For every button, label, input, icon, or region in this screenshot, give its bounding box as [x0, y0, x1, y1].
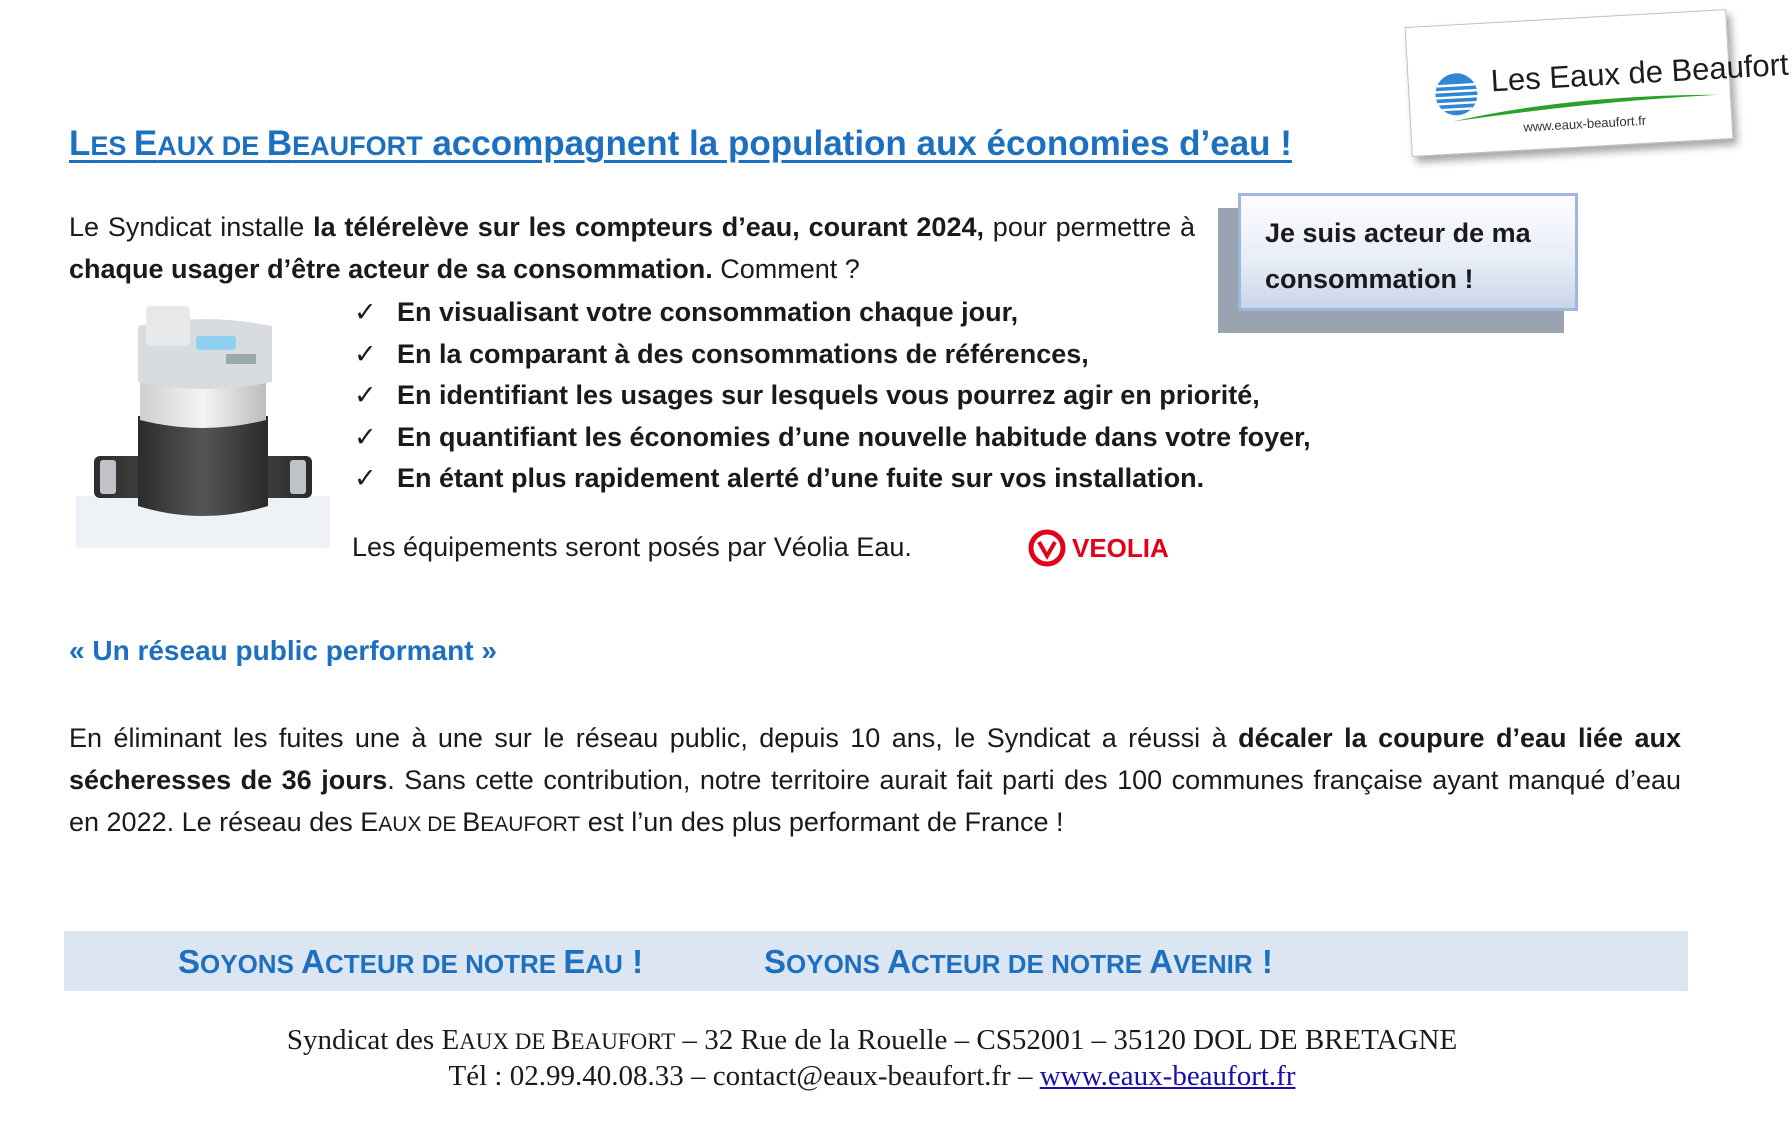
checkmark-icon: ✓ — [354, 338, 377, 369]
footer-address: Syndicat des EAUX DE BEAUFORT – 32 Rue de la Rouelle – CS52001 – 35120 DOL DE BRETAGNE — [286, 1024, 1458, 1056]
svg-text:VEOLIA: VEOLIA — [1072, 533, 1169, 563]
list-item: ✓ En quantifiant les économies d’une nouvelle habitude dans votre foyer, — [352, 417, 1311, 459]
installer-note: Les équipements seront posés par Véolia Eau. — [352, 532, 912, 562]
list-item: ✓ En identifiant les usages sur lesquels vous pourrez agir en priorité, — [352, 375, 1311, 417]
logo-url: www.eaux-beaufort.fr — [1522, 112, 1647, 135]
intro-paragraph: Le Syndicat installe la télérelève sur les compteurs d’eau, courant 2024, pour permettre à chaque usager d’être acteur de sa consommation. Comment ? — [69, 212, 1196, 284]
checkmark-icon: ✓ — [354, 297, 377, 327]
network-heading: « Un réseau public performant » — [69, 635, 497, 666]
slogan-banner — [64, 931, 1688, 991]
checkmark-icon: ✓ — [354, 463, 377, 493]
page-title: LES EAUX DE BEAUFORT accompagnent la population aux économies d’eau ! — [69, 124, 1292, 163]
list-item: ✓ En la comparant à des consommations de références, — [352, 334, 1311, 376]
callout-box: Je suis acteur de ma consommation ! — [1238, 193, 1578, 311]
logo-card — [1405, 9, 1790, 157]
logo-name: Les Eaux de Beaufort — [1489, 46, 1790, 99]
list-item: ✓ En étant plus rapidement alerté d’une fuite sur vos installation. — [352, 458, 1311, 500]
slogan-water: SOYONS ACTEUR DE NOTRE EAU ! — [178, 943, 644, 980]
footer-contact: Tél : 02.99.40.08.33 – contact@eaux-beaufort.fr – www.eaux-beaufort.fr — [448, 1060, 1296, 1092]
benefit-checklist — [352, 292, 1311, 500]
website-link[interactable]: www.eaux-beaufort.fr — [1039, 1060, 1296, 1092]
network-paragraph: En éliminant les fuites une à une sur le réseau public, depuis 10 ans, le Syndicat a réussi à décaler la coupure d’eau liée aux sécheresses de 36 jours. Sans cette contribution, notre territoire aurait fait parti des 100 communes française ayant manqué d’eau en 2022. Le réseau des EAUX DE BEAUFORT est l’un des plus performant de France ! — [69, 723, 1681, 837]
checkmark-icon: ✓ — [354, 421, 377, 452]
veolia-logo — [1028, 528, 1208, 568]
water-meter-icon — [76, 296, 330, 548]
slogan-future: SOYONS ACTEUR DE NOTRE AVENIR ! — [764, 943, 1273, 980]
checkmark-icon: ✓ — [354, 380, 377, 410]
list-item: ✓ En visualisant votre consommation chaque jour, — [352, 292, 1311, 334]
